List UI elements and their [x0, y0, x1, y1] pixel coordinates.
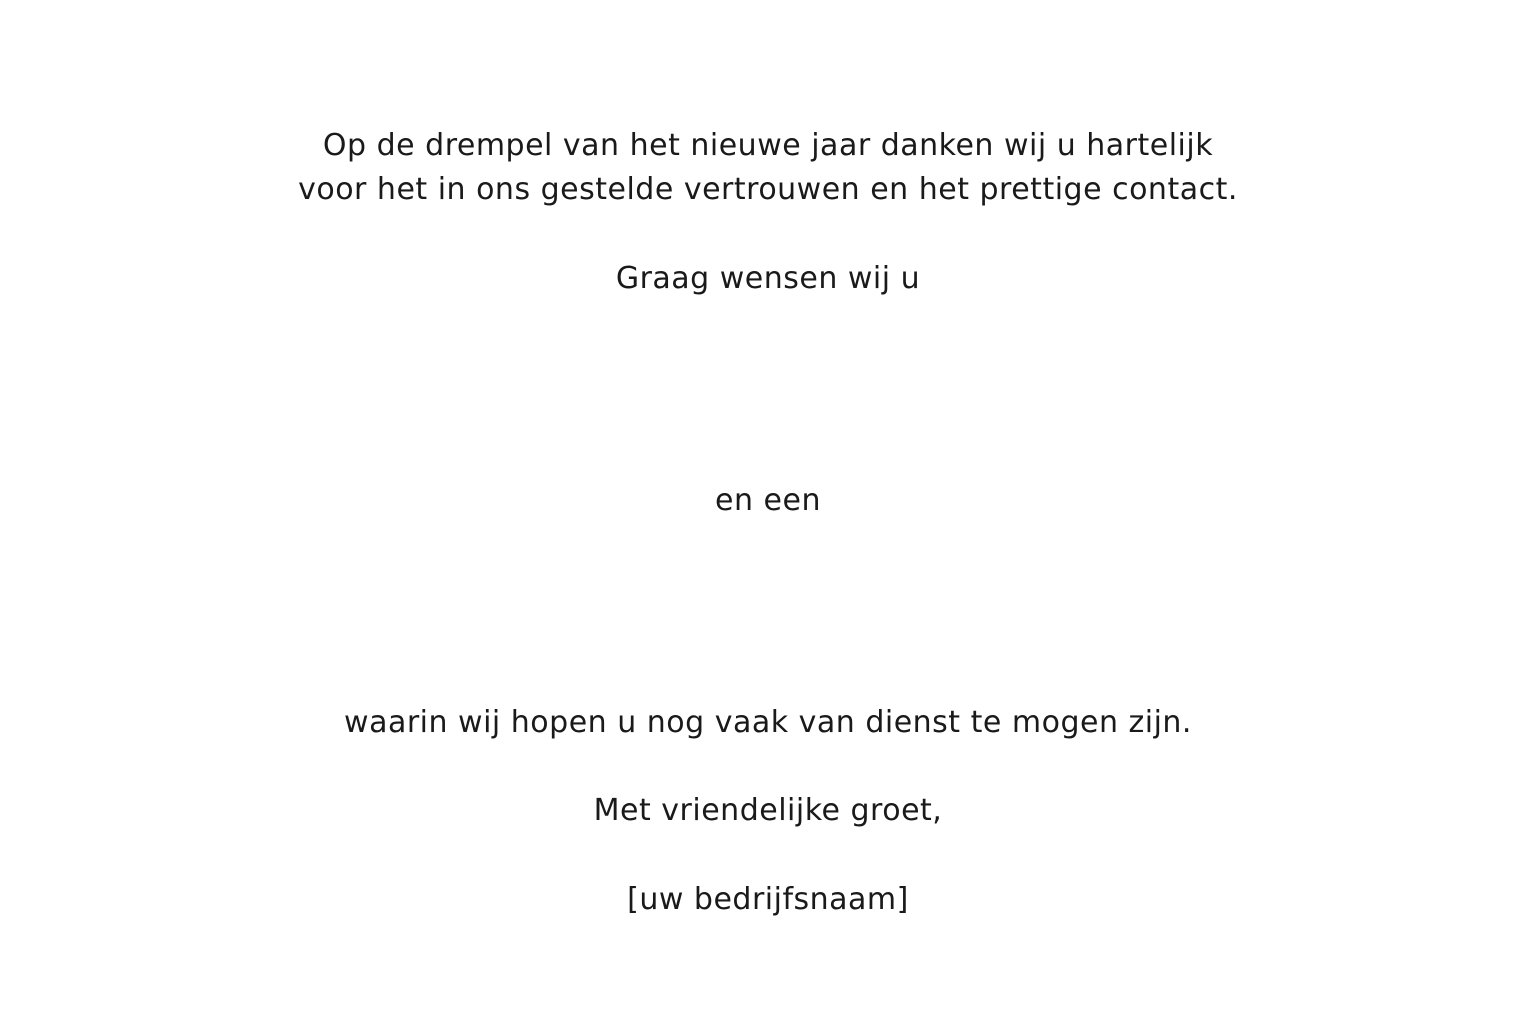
intro-line-1: Op de drempel van het nieuwe jaar danken wij u hartelijk: [322, 128, 1214, 163]
intro-line-2: voor het in ons gestelde vertrouwen en het prettige contact.: [298, 172, 1238, 207]
company-name-placeholder: [uw bedrijfsnaam]: [627, 882, 909, 917]
connector-line: en een: [715, 483, 821, 518]
wish-line: Graag wensen wij u: [615, 261, 921, 296]
greeting-line: Met vriendelijke groet,: [593, 793, 943, 828]
closing-line: waarin wij hopen u nog vaak van dienst te mogen zijn.: [344, 705, 1192, 740]
